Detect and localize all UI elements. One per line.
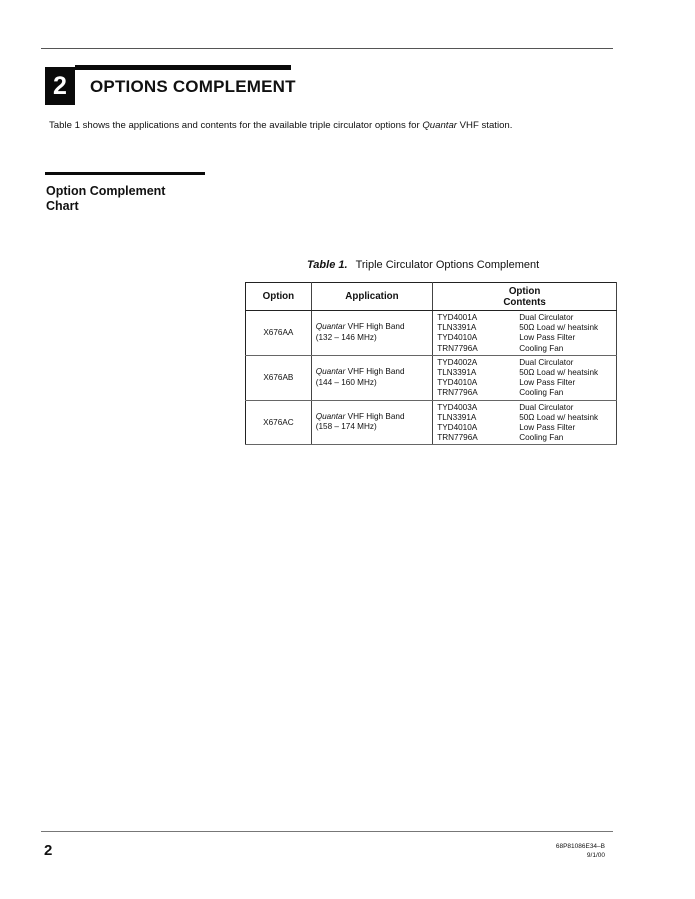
part-description: Cooling Fan bbox=[519, 433, 564, 443]
part-number: TLN3391A bbox=[437, 412, 477, 422]
intro-text-before: Table 1 shows the applications and contents for the available triple circulator options for bbox=[49, 120, 423, 131]
table-row bbox=[246, 400, 617, 445]
content-item bbox=[437, 344, 616, 354]
header-option: Option bbox=[246, 283, 312, 311]
header-contents bbox=[433, 283, 617, 311]
application-product: Quantar bbox=[315, 367, 346, 377]
part-number: TYD4003A bbox=[437, 402, 478, 412]
application-text bbox=[316, 412, 432, 433]
part-description: Dual Circulator bbox=[519, 357, 574, 367]
part-description: Low Pass Filter bbox=[519, 378, 576, 388]
table-row bbox=[246, 311, 617, 356]
document-info bbox=[556, 842, 605, 860]
part-description: Low Pass Filter bbox=[519, 333, 576, 343]
application-frequency-range: (158 – 174 MHz) bbox=[315, 422, 377, 432]
contents-cell bbox=[433, 311, 617, 356]
table-row bbox=[246, 355, 617, 400]
application-frequency-range: (132 – 146 MHz) bbox=[315, 332, 377, 342]
application-product: Quantar bbox=[315, 322, 346, 332]
contents-cell bbox=[433, 400, 617, 445]
content-item bbox=[437, 378, 616, 388]
part-number: TRN7796A bbox=[437, 433, 478, 443]
part-description: 50Ω Load w/ heatsink bbox=[519, 412, 599, 422]
contents-list bbox=[433, 311, 616, 355]
content-item bbox=[437, 423, 616, 433]
application-cell bbox=[311, 355, 432, 400]
option-code: X676AB bbox=[246, 355, 312, 400]
part-number: TRN7796A bbox=[437, 343, 478, 353]
contents-cell bbox=[433, 355, 617, 400]
part-number: TLN3391A bbox=[437, 323, 477, 333]
page-number: 2 bbox=[44, 842, 53, 859]
header-application: Application bbox=[311, 283, 432, 311]
part-description: Low Pass Filter bbox=[519, 422, 576, 432]
intro-text-after: VHF station. bbox=[456, 120, 513, 131]
table-header-row bbox=[246, 283, 617, 311]
chapter-title: OPTIONS COMPLEMENT bbox=[90, 77, 296, 96]
application-frequency-range: (144 – 160 MHz) bbox=[315, 377, 377, 387]
application-cell bbox=[311, 311, 432, 356]
content-item bbox=[437, 413, 616, 423]
intro-paragraph bbox=[49, 120, 512, 131]
content-item bbox=[437, 358, 616, 368]
options-table bbox=[245, 282, 617, 445]
part-number: TYD4002A bbox=[437, 357, 478, 367]
contents-list bbox=[433, 356, 616, 400]
content-item bbox=[437, 323, 616, 333]
application-product: Quantar bbox=[315, 411, 346, 421]
section-heading: Option Complement Chart bbox=[46, 184, 166, 213]
content-item bbox=[437, 403, 616, 413]
part-description: 50Ω Load w/ heatsink bbox=[519, 323, 599, 333]
header-contents-label: Option Contents bbox=[503, 285, 546, 308]
contents-list bbox=[433, 401, 616, 445]
part-description: Cooling Fan bbox=[519, 343, 564, 353]
part-number: TYD4010A bbox=[437, 422, 478, 432]
content-item bbox=[437, 368, 616, 378]
part-number: TYD4001A bbox=[437, 313, 478, 322]
part-number: TYD4010A bbox=[437, 333, 478, 343]
application-band: VHF High Band bbox=[345, 411, 405, 421]
document-date: 9/1/00 bbox=[586, 852, 605, 859]
application-band: VHF High Band bbox=[345, 322, 405, 332]
table-caption-text: Triple Circulator Options Complement bbox=[355, 259, 540, 271]
content-item bbox=[437, 313, 616, 323]
section-heading-bar bbox=[45, 172, 205, 175]
table-body bbox=[246, 311, 617, 445]
application-text bbox=[316, 367, 432, 388]
option-code: X676AA bbox=[246, 311, 312, 356]
content-item bbox=[437, 433, 616, 443]
content-item bbox=[437, 388, 616, 398]
option-code: X676AC bbox=[246, 400, 312, 445]
part-number: TRN7796A bbox=[437, 388, 478, 398]
table-caption-label: Table 1. bbox=[307, 259, 348, 271]
bottom-rule bbox=[41, 831, 613, 832]
heading-bar bbox=[75, 65, 291, 70]
application-text bbox=[316, 322, 432, 343]
part-description: Dual Circulator bbox=[519, 313, 574, 322]
intro-product-name: Quantar bbox=[422, 120, 457, 131]
chapter-number-box: 2 bbox=[45, 67, 75, 105]
content-item bbox=[437, 333, 616, 343]
application-cell bbox=[311, 400, 432, 445]
top-rule bbox=[41, 48, 613, 49]
part-number: TLN3391A bbox=[437, 367, 477, 377]
application-band: VHF High Band bbox=[345, 367, 405, 377]
part-description: Cooling Fan bbox=[519, 388, 564, 398]
part-description: 50Ω Load w/ heatsink bbox=[519, 367, 599, 377]
part-description: Dual Circulator bbox=[519, 402, 574, 412]
part-number: TYD4010A bbox=[437, 378, 478, 388]
document-number: 68P81086E34–B bbox=[555, 843, 605, 850]
table-caption bbox=[307, 259, 539, 271]
